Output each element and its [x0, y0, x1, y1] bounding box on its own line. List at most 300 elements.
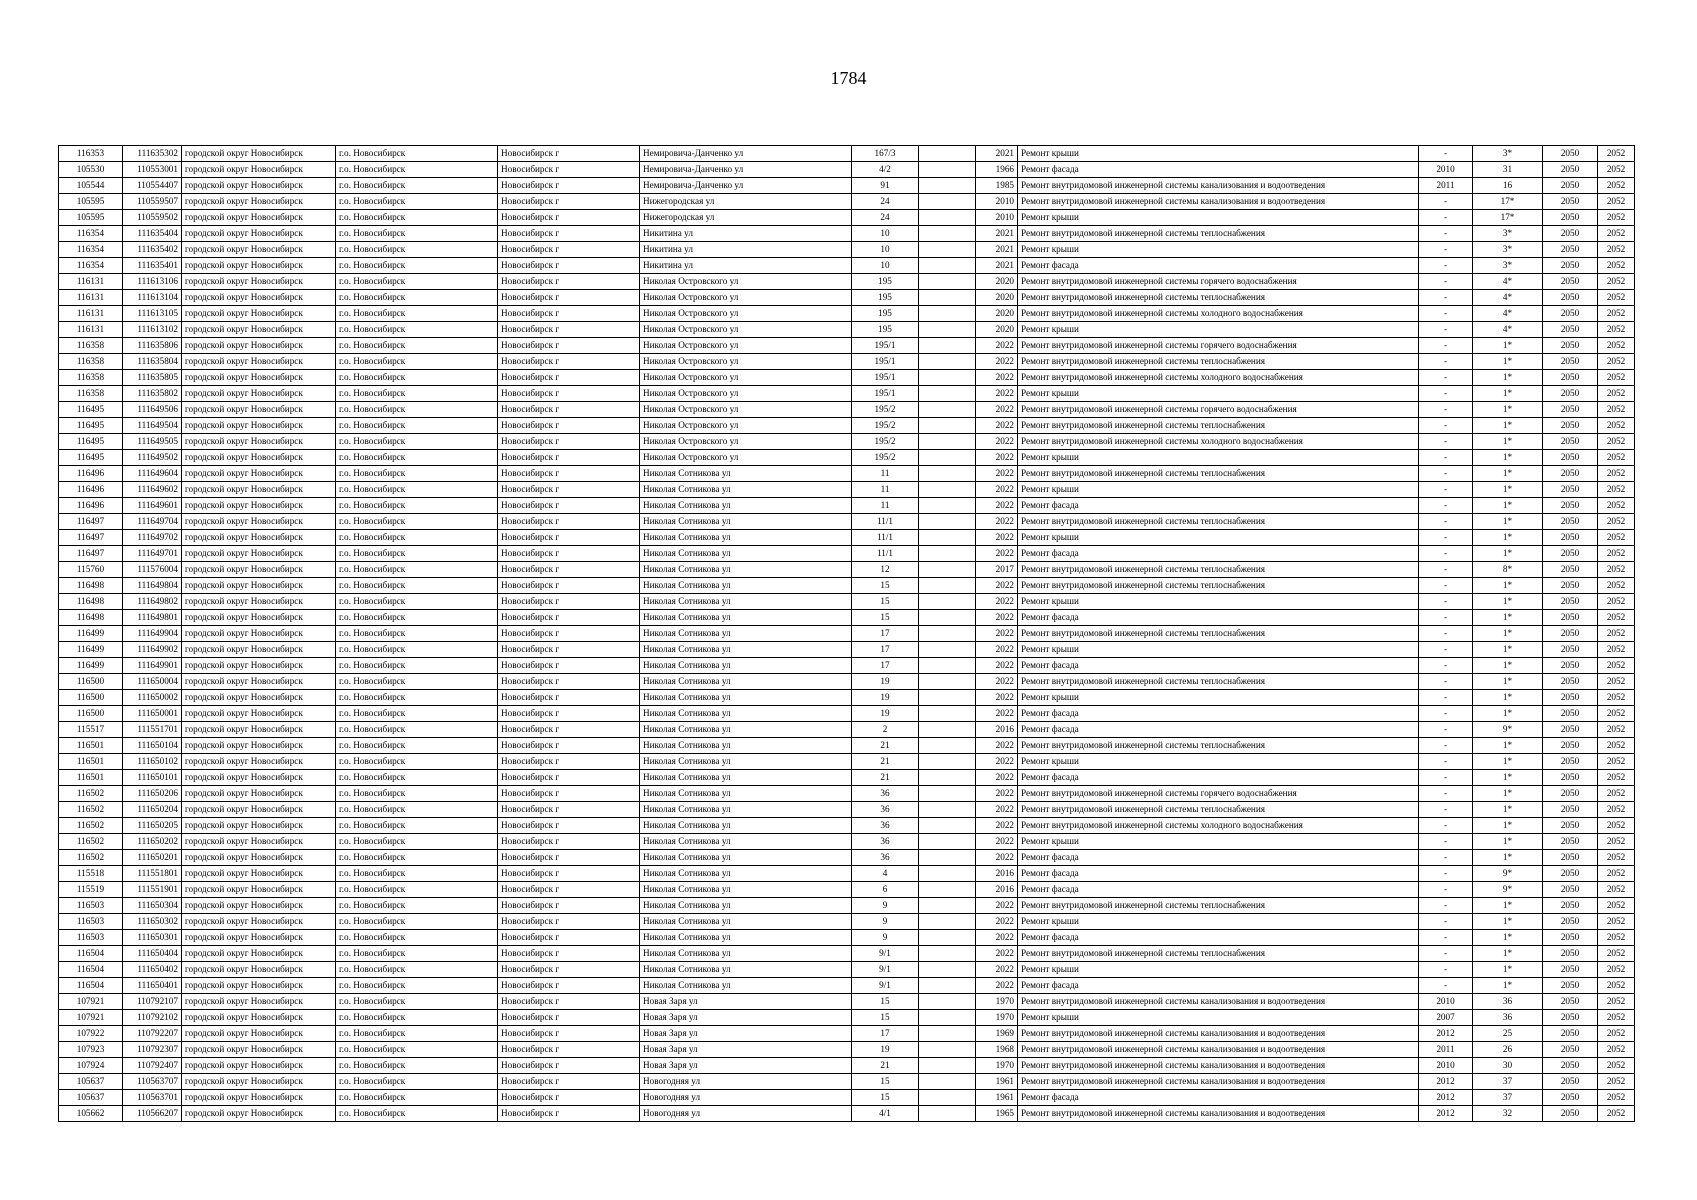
settlement-cell: Новосибирск г — [498, 210, 640, 226]
district-cell: г.о. Новосибирск — [336, 386, 498, 402]
year-cell: 1965 — [976, 1106, 1018, 1122]
building-cell — [919, 1090, 976, 1106]
house-id-cell: 116353 — [59, 146, 123, 162]
house-number-cell: 91 — [852, 178, 919, 194]
wear-cell: 1* — [1473, 498, 1543, 514]
element-id-cell: 111613105 — [123, 306, 182, 322]
district-cell: г.о. Новосибирск — [336, 530, 498, 546]
street-cell: Никитина ул — [640, 258, 852, 274]
district-cell: г.о. Новосибирск — [336, 450, 498, 466]
house-id-cell: 115760 — [59, 562, 123, 578]
plan-end-year-cell: 2052 — [1598, 658, 1635, 674]
plan-start-year-cell: 2050 — [1543, 834, 1598, 850]
municipality-cell: городской округ Новосибирск — [182, 1106, 336, 1122]
element-id-cell: 111650301 — [123, 930, 182, 946]
element-id-cell: 111551701 — [123, 722, 182, 738]
house-number-cell: 15 — [852, 1010, 919, 1026]
settlement-cell: Новосибирск г — [498, 738, 640, 754]
work-type-cell: Ремонт внутридомовой инженерной системы теплоснабжения — [1018, 946, 1419, 962]
house-id-cell: 116502 — [59, 802, 123, 818]
district-cell: г.о. Новосибирск — [336, 962, 498, 978]
year-cell: 2022 — [976, 914, 1018, 930]
street-cell: Николая Сотникова ул — [640, 610, 852, 626]
house-id-cell: 116358 — [59, 370, 123, 386]
house-number-cell: 195 — [852, 274, 919, 290]
street-cell: Николая Сотникова ул — [640, 626, 852, 642]
wear-cell: 36 — [1473, 1010, 1543, 1026]
plan-end-year-cell: 2052 — [1598, 322, 1635, 338]
building-cell — [919, 482, 976, 498]
wear-cell: 3* — [1473, 146, 1543, 162]
element-id-cell: 110792207 — [123, 1026, 182, 1042]
street-cell: Новая Заря ул — [640, 1010, 852, 1026]
house-number-cell: 9/1 — [852, 978, 919, 994]
element-id-cell: 110553001 — [123, 162, 182, 178]
year-cell: 2021 — [976, 146, 1018, 162]
wear-cell: 1* — [1473, 962, 1543, 978]
plan-end-year-cell: 2052 — [1598, 338, 1635, 354]
element-id-cell: 111635302 — [123, 146, 182, 162]
building-cell — [919, 994, 976, 1010]
wear-cell: 1* — [1473, 898, 1543, 914]
element-id-cell: 111650001 — [123, 706, 182, 722]
plan-start-year-cell: 2050 — [1543, 706, 1598, 722]
plan-end-year-cell: 2052 — [1598, 530, 1635, 546]
district-cell: г.о. Новосибирск — [336, 514, 498, 530]
building-cell — [919, 562, 976, 578]
plan-end-year-cell: 2052 — [1598, 290, 1635, 306]
municipality-cell: городской округ Новосибирск — [182, 834, 336, 850]
house-number-cell: 6 — [852, 882, 919, 898]
settlement-cell: Новосибирск г — [498, 354, 640, 370]
building-cell — [919, 290, 976, 306]
building-cell — [919, 258, 976, 274]
plan-start-year-cell: 2050 — [1543, 994, 1598, 1010]
table-row — [59, 1010, 1635, 1026]
district-cell: г.о. Новосибирск — [336, 1026, 498, 1042]
wear-cell: 1* — [1473, 818, 1543, 834]
street-cell: Николая Островского ул — [640, 434, 852, 450]
house-id-cell: 116504 — [59, 978, 123, 994]
year-cell: 2022 — [976, 850, 1018, 866]
plan-start-year-cell: 2050 — [1543, 898, 1598, 914]
building-cell — [919, 386, 976, 402]
year-cell: 2022 — [976, 594, 1018, 610]
house-number-cell: 4/2 — [852, 162, 919, 178]
last-repair-year-cell: - — [1419, 706, 1473, 722]
table-row — [59, 626, 1635, 642]
wear-cell: 1* — [1473, 546, 1543, 562]
table-row — [59, 978, 1635, 994]
element-id-cell: 111650101 — [123, 770, 182, 786]
plan-start-year-cell: 2050 — [1543, 242, 1598, 258]
work-type-cell: Ремонт внутридомовой инженерной системы теплоснабжения — [1018, 418, 1419, 434]
element-id-cell: 111551801 — [123, 866, 182, 882]
district-cell: г.о. Новосибирск — [336, 482, 498, 498]
street-cell: Николая Сотникова ул — [640, 578, 852, 594]
building-cell — [919, 626, 976, 642]
plan-end-year-cell: 2052 — [1598, 482, 1635, 498]
house-id-cell: 116499 — [59, 626, 123, 642]
plan-end-year-cell: 2052 — [1598, 386, 1635, 402]
wear-cell: 1* — [1473, 690, 1543, 706]
building-cell — [919, 770, 976, 786]
wear-cell: 1* — [1473, 642, 1543, 658]
settlement-cell: Новосибирск г — [498, 322, 640, 338]
last-repair-year-cell: - — [1419, 274, 1473, 290]
plan-start-year-cell: 2050 — [1543, 1026, 1598, 1042]
settlement-cell: Новосибирск г — [498, 226, 640, 242]
municipality-cell: городской округ Новосибирск — [182, 1042, 336, 1058]
work-type-cell: Ремонт крыши — [1018, 386, 1419, 402]
plan-end-year-cell: 2052 — [1598, 594, 1635, 610]
plan-end-year-cell: 2052 — [1598, 466, 1635, 482]
last-repair-year-cell: - — [1419, 210, 1473, 226]
settlement-cell: Новосибирск г — [498, 674, 640, 690]
last-repair-year-cell: - — [1419, 882, 1473, 898]
table-row — [59, 818, 1635, 834]
year-cell: 2010 — [976, 210, 1018, 226]
last-repair-year-cell: - — [1419, 978, 1473, 994]
wear-cell: 1* — [1473, 386, 1543, 402]
last-repair-year-cell: - — [1419, 674, 1473, 690]
plan-end-year-cell: 2052 — [1598, 258, 1635, 274]
municipality-cell: городской округ Новосибирск — [182, 386, 336, 402]
table-row — [59, 882, 1635, 898]
last-repair-year-cell: - — [1419, 818, 1473, 834]
settlement-cell: Новосибирск г — [498, 242, 640, 258]
house-id-cell: 116499 — [59, 658, 123, 674]
street-cell: Новая Заря ул — [640, 994, 852, 1010]
building-cell — [919, 274, 976, 290]
work-type-cell: Ремонт внутридомовой инженерной системы теплоснабжения — [1018, 802, 1419, 818]
house-number-cell: 9 — [852, 898, 919, 914]
district-cell: г.о. Новосибирск — [336, 466, 498, 482]
house-id-cell: 116499 — [59, 642, 123, 658]
municipality-cell: городской округ Новосибирск — [182, 978, 336, 994]
district-cell: г.о. Новосибирск — [336, 914, 498, 930]
wear-cell: 1* — [1473, 802, 1543, 818]
plan-end-year-cell: 2052 — [1598, 866, 1635, 882]
municipality-cell: городской округ Новосибирск — [182, 290, 336, 306]
table-row — [59, 530, 1635, 546]
wear-cell: 1* — [1473, 354, 1543, 370]
municipality-cell: городской округ Новосибирск — [182, 1058, 336, 1074]
work-type-cell: Ремонт внутридомовой инженерной системы теплоснабжения — [1018, 226, 1419, 242]
last-repair-year-cell: - — [1419, 370, 1473, 386]
house-id-cell: 105595 — [59, 210, 123, 226]
house-id-cell: 116354 — [59, 242, 123, 258]
plan-end-year-cell: 2052 — [1598, 562, 1635, 578]
work-type-cell: Ремонт крыши — [1018, 1010, 1419, 1026]
wear-cell: 1* — [1473, 530, 1543, 546]
house-number-cell: 4 — [852, 866, 919, 882]
element-id-cell: 110559507 — [123, 194, 182, 210]
municipality-cell: городской округ Новосибирск — [182, 354, 336, 370]
house-id-cell: 116504 — [59, 946, 123, 962]
plan-start-year-cell: 2050 — [1543, 370, 1598, 386]
street-cell: Новая Заря ул — [640, 1026, 852, 1042]
element-id-cell: 111649802 — [123, 594, 182, 610]
element-id-cell: 111650104 — [123, 738, 182, 754]
last-repair-year-cell: - — [1419, 306, 1473, 322]
municipality-cell: городской округ Новосибирск — [182, 258, 336, 274]
building-cell — [919, 194, 976, 210]
table-row — [59, 850, 1635, 866]
table-row — [59, 1026, 1635, 1042]
year-cell: 2022 — [976, 834, 1018, 850]
plan-start-year-cell: 2050 — [1543, 274, 1598, 290]
last-repair-year-cell: - — [1419, 690, 1473, 706]
last-repair-year-cell: - — [1419, 738, 1473, 754]
district-cell: г.о. Новосибирск — [336, 274, 498, 290]
work-type-cell: Ремонт крыши — [1018, 322, 1419, 338]
year-cell: 2022 — [976, 770, 1018, 786]
settlement-cell: Новосибирск г — [498, 338, 640, 354]
year-cell: 2022 — [976, 530, 1018, 546]
wear-cell: 25 — [1473, 1026, 1543, 1042]
house-id-cell: 116496 — [59, 482, 123, 498]
house-number-cell: 9 — [852, 930, 919, 946]
house-number-cell: 11 — [852, 466, 919, 482]
house-id-cell: 116503 — [59, 930, 123, 946]
house-id-cell: 116500 — [59, 706, 123, 722]
plan-start-year-cell: 2050 — [1543, 946, 1598, 962]
year-cell: 1961 — [976, 1090, 1018, 1106]
municipality-cell: городской округ Новосибирск — [182, 690, 336, 706]
house-id-cell: 115517 — [59, 722, 123, 738]
table-row — [59, 642, 1635, 658]
work-type-cell: Ремонт фасада — [1018, 978, 1419, 994]
municipality-cell: городской округ Новосибирск — [182, 210, 336, 226]
plan-end-year-cell: 2052 — [1598, 418, 1635, 434]
building-cell — [919, 354, 976, 370]
plan-start-year-cell: 2050 — [1543, 930, 1598, 946]
house-number-cell: 195/1 — [852, 386, 919, 402]
house-id-cell: 105530 — [59, 162, 123, 178]
year-cell: 2022 — [976, 802, 1018, 818]
element-id-cell: 110792407 — [123, 1058, 182, 1074]
house-number-cell: 195 — [852, 306, 919, 322]
building-cell — [919, 658, 976, 674]
last-repair-year-cell: - — [1419, 290, 1473, 306]
house-number-cell: 24 — [852, 210, 919, 226]
municipality-cell: городской округ Новосибирск — [182, 466, 336, 482]
year-cell: 2022 — [976, 690, 1018, 706]
plan-end-year-cell: 2052 — [1598, 898, 1635, 914]
municipality-cell: городской округ Новосибирск — [182, 706, 336, 722]
plan-end-year-cell: 2052 — [1598, 498, 1635, 514]
element-id-cell: 111635404 — [123, 226, 182, 242]
table-row — [59, 242, 1635, 258]
last-repair-year-cell: - — [1419, 754, 1473, 770]
last-repair-year-cell: - — [1419, 258, 1473, 274]
settlement-cell: Новосибирск г — [498, 930, 640, 946]
plan-end-year-cell: 2052 — [1598, 194, 1635, 210]
last-repair-year-cell: 2011 — [1419, 178, 1473, 194]
municipality-cell: городской округ Новосибирск — [182, 562, 336, 578]
wear-cell: 17* — [1473, 210, 1543, 226]
wear-cell: 1* — [1473, 658, 1543, 674]
table-row — [59, 194, 1635, 210]
plan-start-year-cell: 2050 — [1543, 610, 1598, 626]
street-cell: Николая Сотникова ул — [640, 738, 852, 754]
house-number-cell: 11 — [852, 482, 919, 498]
district-cell: г.о. Новосибирск — [336, 866, 498, 882]
last-repair-year-cell: 2012 — [1419, 1074, 1473, 1090]
district-cell: г.о. Новосибирск — [336, 210, 498, 226]
element-id-cell: 111635806 — [123, 338, 182, 354]
work-type-cell: Ремонт внутридомовой инженерной системы горячего водоснабжения — [1018, 402, 1419, 418]
plan-start-year-cell: 2050 — [1543, 818, 1598, 834]
plan-end-year-cell: 2052 — [1598, 978, 1635, 994]
work-type-cell: Ремонт внутридомовой инженерной системы канализования и водоотведения — [1018, 1106, 1419, 1122]
table-row — [59, 1074, 1635, 1090]
settlement-cell: Новосибирск г — [498, 898, 640, 914]
table-row — [59, 146, 1635, 162]
work-type-cell: Ремонт фасада — [1018, 850, 1419, 866]
building-cell — [919, 242, 976, 258]
year-cell: 2020 — [976, 290, 1018, 306]
house-number-cell: 11/1 — [852, 530, 919, 546]
wear-cell: 1* — [1473, 578, 1543, 594]
plan-end-year-cell: 2052 — [1598, 802, 1635, 818]
settlement-cell: Новосибирск г — [498, 402, 640, 418]
building-cell — [919, 162, 976, 178]
house-number-cell: 36 — [852, 818, 919, 834]
building-cell — [919, 962, 976, 978]
year-cell: 2020 — [976, 306, 1018, 322]
district-cell: г.о. Новосибирск — [336, 690, 498, 706]
settlement-cell: Новосибирск г — [498, 770, 640, 786]
municipality-cell: городской округ Новосибирск — [182, 658, 336, 674]
plan-start-year-cell: 2050 — [1543, 498, 1598, 514]
municipality-cell: городской округ Новосибирск — [182, 1010, 336, 1026]
table-row — [59, 690, 1635, 706]
last-repair-year-cell: 2012 — [1419, 1026, 1473, 1042]
plan-end-year-cell: 2052 — [1598, 674, 1635, 690]
house-id-cell: 105637 — [59, 1090, 123, 1106]
building-cell — [919, 914, 976, 930]
settlement-cell: Новосибирск г — [498, 1042, 640, 1058]
house-id-cell: 116501 — [59, 770, 123, 786]
element-id-cell: 110554407 — [123, 178, 182, 194]
house-id-cell: 116131 — [59, 274, 123, 290]
plan-end-year-cell: 2052 — [1598, 1042, 1635, 1058]
building-cell — [919, 226, 976, 242]
settlement-cell: Новосибирск г — [498, 194, 640, 210]
element-id-cell: 111649901 — [123, 658, 182, 674]
wear-cell: 1* — [1473, 674, 1543, 690]
wear-cell: 1* — [1473, 626, 1543, 642]
last-repair-year-cell: - — [1419, 610, 1473, 626]
plan-end-year-cell: 2052 — [1598, 514, 1635, 530]
element-id-cell: 111650206 — [123, 786, 182, 802]
municipality-cell: городской округ Новосибирск — [182, 610, 336, 626]
table-row — [59, 354, 1635, 370]
street-cell: Николая Сотникова ул — [640, 674, 852, 690]
last-repair-year-cell: - — [1419, 338, 1473, 354]
settlement-cell: Новосибирск г — [498, 178, 640, 194]
wear-cell: 3* — [1473, 242, 1543, 258]
house-id-cell: 116497 — [59, 546, 123, 562]
street-cell: Николая Сотникова ул — [640, 546, 852, 562]
table-row — [59, 402, 1635, 418]
district-cell: г.о. Новосибирск — [336, 754, 498, 770]
house-id-cell: 116500 — [59, 690, 123, 706]
street-cell: Новогодняя ул — [640, 1106, 852, 1122]
district-cell: г.о. Новосибирск — [336, 898, 498, 914]
plan-end-year-cell: 2052 — [1598, 914, 1635, 930]
table-row — [59, 370, 1635, 386]
wear-cell: 1* — [1473, 482, 1543, 498]
table-row — [59, 546, 1635, 562]
plan-start-year-cell: 2050 — [1543, 354, 1598, 370]
element-id-cell: 111649702 — [123, 530, 182, 546]
municipality-cell: городской округ Новосибирск — [182, 402, 336, 418]
plan-start-year-cell: 2050 — [1543, 530, 1598, 546]
wear-cell: 4* — [1473, 306, 1543, 322]
municipality-cell: городской округ Новосибирск — [182, 338, 336, 354]
work-type-cell: Ремонт внутридомовой инженерной системы теплоснабжения — [1018, 898, 1419, 914]
wear-cell: 30 — [1473, 1058, 1543, 1074]
year-cell: 1970 — [976, 994, 1018, 1010]
street-cell: Николая Сотникова ул — [640, 466, 852, 482]
settlement-cell: Новосибирск г — [498, 146, 640, 162]
settlement-cell: Новосибирск г — [498, 802, 640, 818]
district-cell: г.о. Новосибирск — [336, 946, 498, 962]
building-cell — [919, 642, 976, 658]
district-cell: г.о. Новосибирск — [336, 162, 498, 178]
work-type-cell: Ремонт крыши — [1018, 594, 1419, 610]
work-type-cell: Ремонт фасада — [1018, 162, 1419, 178]
table-row — [59, 306, 1635, 322]
building-cell — [919, 786, 976, 802]
year-cell: 2022 — [976, 418, 1018, 434]
street-cell: Николая Сотникова ул — [640, 898, 852, 914]
municipality-cell: городской округ Новосибирск — [182, 418, 336, 434]
building-cell — [919, 530, 976, 546]
municipality-cell: городской округ Новосибирск — [182, 242, 336, 258]
plan-end-year-cell: 2052 — [1598, 1074, 1635, 1090]
district-cell: г.о. Новосибирск — [336, 1010, 498, 1026]
plan-start-year-cell: 2050 — [1543, 1106, 1598, 1122]
table-row — [59, 674, 1635, 690]
municipality-cell: городской округ Новосибирск — [182, 1026, 336, 1042]
last-repair-year-cell: - — [1419, 498, 1473, 514]
work-type-cell: Ремонт внутридомовой инженерной системы канализования и водоотведения — [1018, 994, 1419, 1010]
municipality-cell: городской округ Новосибирск — [182, 306, 336, 322]
wear-cell: 1* — [1473, 738, 1543, 754]
year-cell: 2022 — [976, 754, 1018, 770]
year-cell: 2022 — [976, 738, 1018, 754]
district-cell: г.о. Новосибирск — [336, 226, 498, 242]
settlement-cell: Новосибирск г — [498, 498, 640, 514]
plan-end-year-cell: 2052 — [1598, 306, 1635, 322]
year-cell: 2020 — [976, 322, 1018, 338]
street-cell: Николая Островского ул — [640, 450, 852, 466]
year-cell: 2022 — [976, 402, 1018, 418]
district-cell: г.о. Новосибирск — [336, 994, 498, 1010]
street-cell: Николая Островского ул — [640, 354, 852, 370]
last-repair-year-cell: 2012 — [1419, 1106, 1473, 1122]
house-number-cell: 195 — [852, 290, 919, 306]
plan-start-year-cell: 2050 — [1543, 882, 1598, 898]
work-type-cell: Ремонт крыши — [1018, 962, 1419, 978]
district-cell: г.о. Новосибирск — [336, 338, 498, 354]
last-repair-year-cell: - — [1419, 898, 1473, 914]
street-cell: Николая Островского ул — [640, 322, 852, 338]
